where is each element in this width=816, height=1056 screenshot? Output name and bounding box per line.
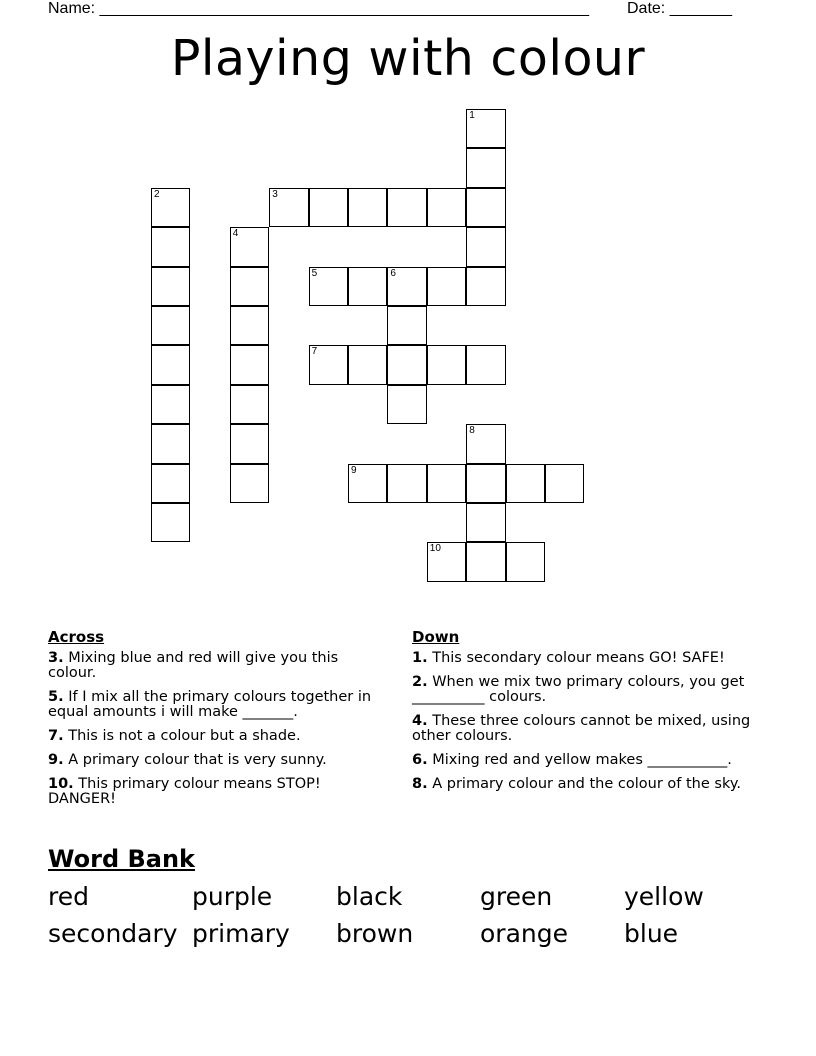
word-bank-word: primary (192, 919, 290, 948)
grid-cell[interactable] (466, 188, 505, 227)
clue-number: 8 (469, 425, 475, 437)
clue-number: 2 (154, 188, 160, 200)
grid-cell[interactable] (348, 464, 387, 503)
clue-down-6: 6. Mixing red and yellow makes ___________. (412, 752, 732, 768)
grid-cell[interactable] (151, 227, 190, 266)
grid-cell[interactable] (230, 267, 269, 306)
word-bank-word: orange (480, 919, 568, 948)
grid-cell[interactable] (151, 188, 190, 227)
word-bank-word: brown (336, 919, 414, 948)
grid-cell[interactable] (387, 188, 426, 227)
grid-cell[interactable] (427, 345, 466, 384)
grid-cell[interactable] (466, 345, 505, 384)
grid-cell[interactable] (466, 267, 505, 306)
grid-cell[interactable] (230, 424, 269, 463)
word-bank-word: green (480, 882, 553, 911)
word-bank-word: blue (624, 919, 679, 948)
clue-number: 9 (351, 464, 357, 476)
grid-cell[interactable] (427, 542, 466, 581)
word-bank-word: red (48, 882, 89, 911)
grid-cell[interactable] (151, 267, 190, 306)
grid-cell[interactable] (506, 464, 545, 503)
grid-cell[interactable] (348, 345, 387, 384)
grid-cell[interactable] (309, 188, 348, 227)
grid-cell[interactable] (387, 464, 426, 503)
grid-cell[interactable] (466, 148, 505, 187)
grid-cell[interactable] (230, 306, 269, 345)
grid-cell[interactable] (151, 306, 190, 345)
clue-number: 4 (232, 228, 239, 240)
across-heading: Across (48, 628, 105, 646)
word-bank-word: yellow (624, 882, 704, 911)
grid-cell[interactable] (151, 503, 190, 542)
down-heading: Down (412, 628, 460, 646)
grid-cell[interactable] (151, 424, 190, 463)
down-clues (412, 630, 752, 801)
clue-down-8: 8. A primary colour and the colour of the sky. (412, 776, 741, 792)
word-bank-word: black (336, 882, 403, 911)
grid-cell[interactable] (387, 267, 426, 306)
grid-cell[interactable] (427, 464, 466, 503)
grid-cell[interactable] (545, 464, 584, 503)
date-field[interactable]: Date: _______ (627, 0, 732, 17)
clue-down-4: 4. These three colours cannot be mixed, using other colours. (412, 713, 751, 744)
clue-number: 10 (429, 543, 441, 555)
grid-cell[interactable] (427, 188, 466, 227)
grid-cell[interactable] (309, 345, 348, 384)
clue-across-5: 5. If I mix all the primary colours together in equal amounts i will make _______. (48, 689, 372, 720)
clue-number: 1 (469, 110, 475, 121)
grid-cell[interactable] (466, 542, 505, 581)
grid-cell[interactable] (466, 424, 505, 463)
clue-across-9: 9. A primary colour that is very sunny. (48, 752, 327, 768)
grid-cell[interactable] (151, 385, 190, 424)
grid-cell[interactable] (230, 227, 269, 266)
grid-cell[interactable] (230, 464, 269, 503)
clue-across-10: 10. This primary colour means STOP! DANGER! (48, 776, 321, 807)
grid-cell[interactable] (348, 188, 387, 227)
clue-down-2: 2. When we mix two primary colours, you get __________ colours. (412, 674, 745, 705)
grid-cell[interactable] (466, 503, 505, 542)
grid-cell[interactable] (151, 464, 190, 503)
grid-cell[interactable] (387, 345, 426, 384)
grid-cell[interactable] (387, 306, 426, 345)
clue-number: 6 (390, 267, 396, 279)
clue-across-7: 7. This is not a colour but a shade. (48, 728, 301, 744)
grid-cell[interactable] (466, 464, 505, 503)
grid-cell[interactable] (230, 385, 269, 424)
grid-cell[interactable] (427, 267, 466, 306)
clue-across-3: 3. Mixing blue and red will give you this colour. (48, 650, 339, 681)
grid-cell[interactable] (387, 385, 426, 424)
grid-cell[interactable] (230, 345, 269, 384)
clue-number: 7 (311, 346, 318, 358)
grid-cell[interactable] (151, 345, 190, 384)
word-bank-word: secondary (48, 919, 178, 948)
clue-down-1: 1. This secondary colour means GO! SAFE! (412, 650, 725, 666)
clue-number: 5 (311, 267, 318, 279)
grid-cell[interactable] (348, 267, 387, 306)
clue-number: 3 (272, 188, 278, 200)
across-clues (48, 630, 388, 816)
grid-cell[interactable] (309, 267, 348, 306)
word-bank-title: Word Bank (48, 845, 196, 873)
grid-cell[interactable] (466, 227, 505, 266)
grid-cell[interactable] (506, 542, 545, 581)
page-title: Playing with colour (170, 30, 646, 87)
name-field[interactable]: Name: _______________________________________________________ (48, 0, 589, 17)
grid-cell[interactable] (466, 109, 505, 148)
word-bank-word: purple (192, 882, 273, 911)
grid-cell[interactable] (269, 188, 308, 227)
